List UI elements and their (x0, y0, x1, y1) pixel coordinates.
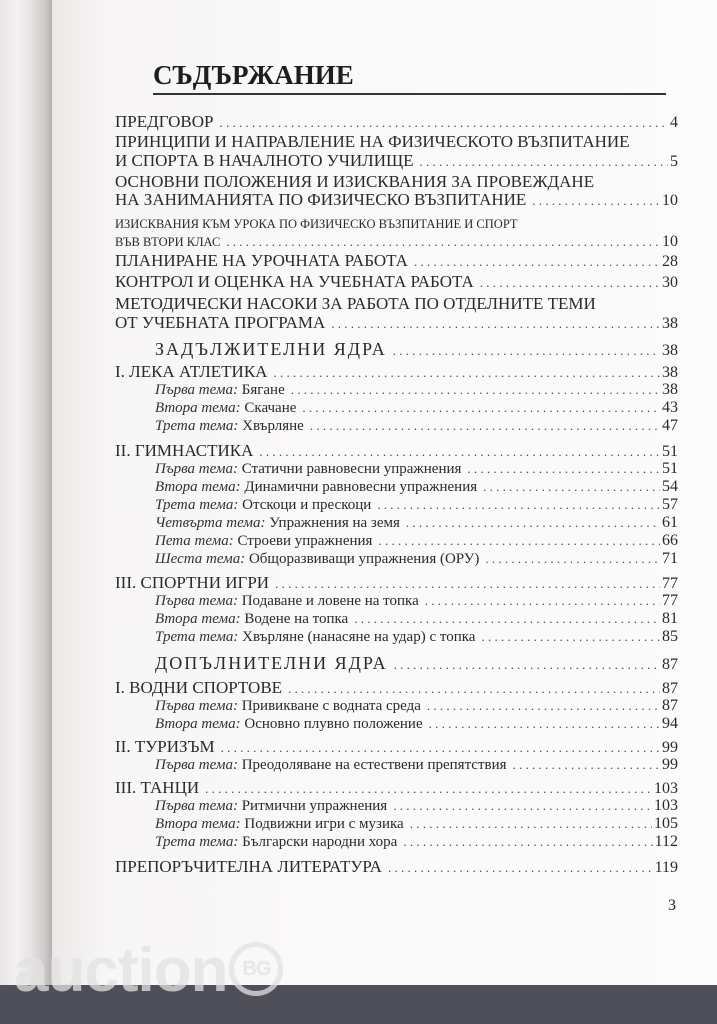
dot-leader (393, 796, 652, 816)
toc-entry-label: Статични равновесни упражнения (241, 461, 462, 477)
toc-entry-label-line1: ОСНОВНИ ПОЛОЖЕНИЯ И ИЗИСКВАНИЯ ЗА ПРОВЕЖДАНЕ (115, 172, 595, 191)
dot-leader (302, 398, 660, 418)
toc-entry-label: ОТ УЧЕБНАТА ПРОГРАМА (115, 313, 326, 332)
dot-leader (291, 380, 660, 400)
toc-page-number: 43 (662, 399, 678, 416)
toc-entry-label: Ритмични упражнения (241, 798, 388, 814)
toc-subentry (155, 609, 678, 629)
toc-entry-label-line1: ПРИНЦИПИ И НАПРАВЛЕНИЕ НА ФИЗИЧЕСКОТО ВЪЗПИТАНИЕ (115, 132, 630, 151)
dot-leader (420, 152, 668, 172)
toc-page-number: 38 (662, 342, 678, 359)
toc-page-number: 77 (662, 575, 678, 592)
toc-page-number: 51 (662, 443, 678, 460)
toc-entry-label: Подаване и ловене на топка (241, 593, 419, 609)
toc-entry (115, 857, 678, 878)
dot-leader (378, 531, 660, 551)
toc-page-number: 54 (662, 478, 678, 495)
toc-entry-label: ЗАДЪЛЖИТЕЛНИ ЯДРА (155, 339, 387, 359)
toc-page-number: 103 (654, 797, 678, 814)
dot-leader (513, 755, 660, 775)
dot-leader (481, 627, 660, 647)
toc-page-number: 103 (654, 780, 678, 797)
toc-page-number: 81 (662, 610, 678, 627)
toc-page-number: 94 (662, 715, 678, 732)
toc-subentry (155, 814, 678, 834)
dot-leader (410, 814, 652, 834)
toc-subentry (155, 495, 678, 515)
toc-page-number: 85 (662, 628, 678, 645)
toc-entry (115, 313, 678, 334)
dot-leader (467, 459, 660, 479)
toc-subentry-prefix: Шеста тема: (155, 551, 246, 567)
toc-entry-label: ПРЕДГОВОР (115, 112, 214, 131)
dot-leader (427, 696, 660, 716)
toc-subentry-prefix: Трета тема: (155, 834, 239, 850)
toc-entry-label: И СПОРТА В НАЧАЛНОТО УЧИЛИЩЕ (115, 151, 414, 170)
dot-leader (354, 609, 660, 629)
toc-page-number: 5 (670, 153, 678, 170)
toc-subentry (155, 380, 678, 400)
toc-entry (115, 112, 678, 133)
toc-entry-label: КОНТРОЛ И ОЦЕНКА НА УЧЕБНАТА РАБОТА (115, 272, 474, 291)
toc-page-number: 77 (662, 592, 678, 609)
toc-subentry-prefix: Първа тема: (155, 461, 238, 477)
dot-leader (226, 232, 660, 252)
toc-page-number: 38 (662, 381, 678, 398)
toc-subentry (155, 531, 678, 551)
toc-entry-label: Строеви упражнения (237, 533, 373, 549)
toc-subentry-prefix: Втора тема: (155, 816, 241, 832)
toc-entry-label-line1: ИЗИСКВАНИЯ КЪМ УРОКА ПО ФИЗИЧЕСКО ВЪЗПИТАНИЕ И СПОРТ (115, 217, 518, 231)
toc-page-number: 10 (662, 192, 678, 209)
toc-page-number: 87 (662, 680, 678, 697)
toc-subentry-prefix: Първа тема: (155, 593, 238, 609)
toc-page-number: 66 (662, 532, 678, 549)
toc-page-number: 38 (662, 364, 678, 381)
toc-page-number: 112 (654, 833, 678, 850)
toc-page-number: 38 (662, 315, 678, 332)
dot-leader (429, 714, 660, 734)
toc-entry-label: ДОПЪЛНИТЕЛНИ ЯДРА (155, 653, 388, 673)
page-number: 3 (668, 897, 676, 914)
dot-leader (331, 314, 660, 334)
toc-subentry (155, 477, 678, 497)
toc-entry-label: Водене на топка (244, 611, 349, 627)
toc-page-number: 51 (662, 460, 678, 477)
toc-page-number: 4 (670, 114, 678, 131)
toc-subentry (155, 416, 678, 436)
toc-subentry-prefix: Четвърта тема: (155, 515, 266, 531)
toc-subentry (155, 398, 678, 418)
toc-entry-label: Подвижни игри с музика (244, 816, 404, 832)
dot-leader (393, 341, 660, 361)
toc-entry-label: Преодоляване на естествени препятствия (241, 757, 507, 773)
book-spine-shadow (0, 0, 52, 985)
toc-subentry (155, 714, 678, 734)
toc-subentry-prefix: Втора тема: (155, 400, 241, 416)
toc-entry-label: II. ГИМНАСТИКА (115, 441, 254, 460)
toc-entry (115, 251, 678, 272)
toc-page-number: 61 (662, 514, 678, 531)
toc-entry-label: I. ВОДНИ СПОРТОВЕ (115, 678, 283, 697)
toc-entry (115, 151, 678, 172)
toc-entry-label: Скачане (244, 400, 297, 416)
dot-leader (483, 477, 660, 497)
toc-subentry-prefix: Втора тема: (155, 479, 241, 495)
dot-leader (414, 252, 660, 272)
toc-entry-label: Динамични равновесни упражнения (244, 479, 478, 495)
toc-subentry (155, 832, 678, 852)
toc-entry-label: III. ТАНЦИ (115, 778, 200, 797)
toc-page-number: 87 (662, 656, 678, 673)
toc-entry-label: НА ЗАНИМАНИЯТА ПО ФИЗИЧЕСКО ВЪЗПИТАНИЕ (115, 190, 527, 209)
toc-subentry (155, 627, 678, 647)
dot-leader (532, 191, 660, 211)
dot-leader (310, 416, 660, 436)
toc-subentry (155, 459, 678, 479)
dot-leader (219, 113, 668, 133)
toc-page-number: 119 (654, 859, 678, 876)
toc-subentry (155, 796, 678, 816)
toc-entry-label: ПРЕПОРЪЧИТЕЛНА ЛИТЕРАТУРА (115, 857, 382, 876)
toc-subentry-prefix: Пета тема: (155, 533, 234, 549)
toc-section-heading (155, 339, 678, 361)
toc-entry-label: Привикване с водната среда (241, 698, 421, 714)
toc-subentry (155, 755, 678, 775)
toc-page-number: 71 (662, 550, 678, 567)
watermark-badge-icon: BG (229, 942, 283, 996)
dot-leader (480, 273, 660, 293)
dot-leader (425, 591, 660, 611)
dot-leader (388, 858, 653, 878)
toc-entry-label: II. ТУРИЗЪМ (115, 737, 215, 756)
toc-entry-label: ВЪВ ВТОРИ КЛАС (115, 235, 221, 249)
toc-subentry (155, 696, 678, 716)
toc-page-number: 47 (662, 417, 678, 434)
toc-entry-label: III. СПОРТНИ ИГРИ (115, 573, 270, 592)
dot-leader (485, 549, 660, 569)
toc-subentry-prefix: Първа тема: (155, 382, 238, 398)
toc-subentry-prefix: Трета тема: (155, 629, 239, 645)
toc-subentry-prefix: Втора тема: (155, 611, 241, 627)
watermark-text: auction (14, 936, 228, 1005)
page-title: СЪДЪРЖАНИЕ (153, 60, 666, 95)
toc-entry-label: Общоразвиващи упражнения (ОРУ) (248, 551, 480, 567)
toc-entry-label: ПЛАНИРАНЕ НА УРОЧНАТА РАБОТА (115, 251, 408, 270)
toc-subentry-prefix: Трета тема: (155, 418, 239, 434)
toc-entry-label: Хвърляне (нанасяне на удар) с топка (242, 629, 476, 645)
toc-subentry (155, 513, 678, 533)
toc-entry-label: Български народни хора (242, 834, 398, 850)
toc-page-number: 57 (662, 496, 678, 513)
dot-leader (406, 513, 660, 533)
toc-subentry-prefix: Втора тема: (155, 716, 241, 732)
toc-subentry (155, 549, 678, 569)
watermark (14, 935, 283, 1006)
toc-page-number: 28 (662, 253, 678, 270)
toc-subentry-prefix: Първа тема: (155, 757, 238, 773)
toc-subentry-prefix: Първа тема: (155, 798, 238, 814)
toc-page-number: 99 (662, 756, 678, 773)
toc-entry-label: Бягане (241, 382, 285, 398)
toc-page-number: 30 (662, 274, 678, 291)
toc-entry-label: Основно плувно положение (244, 716, 423, 732)
toc-subentry (155, 591, 678, 611)
toc-page-number: 105 (654, 815, 678, 832)
toc-entry-label: Хвърляне (242, 418, 304, 434)
toc-page-number: 87 (662, 697, 678, 714)
toc-page-number: 10 (662, 233, 678, 250)
toc-entry (115, 190, 678, 211)
toc-entry-label-line1: МЕТОДИЧЕСКИ НАСОКИ ЗА РАБОТА ПО ОТДЕЛНИТЕ ТЕМИ (115, 294, 596, 313)
dot-leader (377, 495, 660, 515)
toc-entry (115, 232, 678, 252)
toc-page-number: 99 (662, 739, 678, 756)
toc-entry-label: I. ЛЕКА АТЛЕТИКА (115, 362, 268, 381)
toc-subentry-prefix: Първа тема: (155, 698, 238, 714)
dot-leader (394, 655, 660, 675)
toc-entry-label: Отскоци и прескоци (242, 497, 372, 513)
toc-entry-label: Упражнения на земя (269, 515, 400, 531)
toc-entry (115, 272, 678, 293)
toc-subentry-prefix: Трета тема: (155, 497, 239, 513)
dot-leader (403, 832, 652, 852)
toc-section-heading (155, 653, 678, 675)
